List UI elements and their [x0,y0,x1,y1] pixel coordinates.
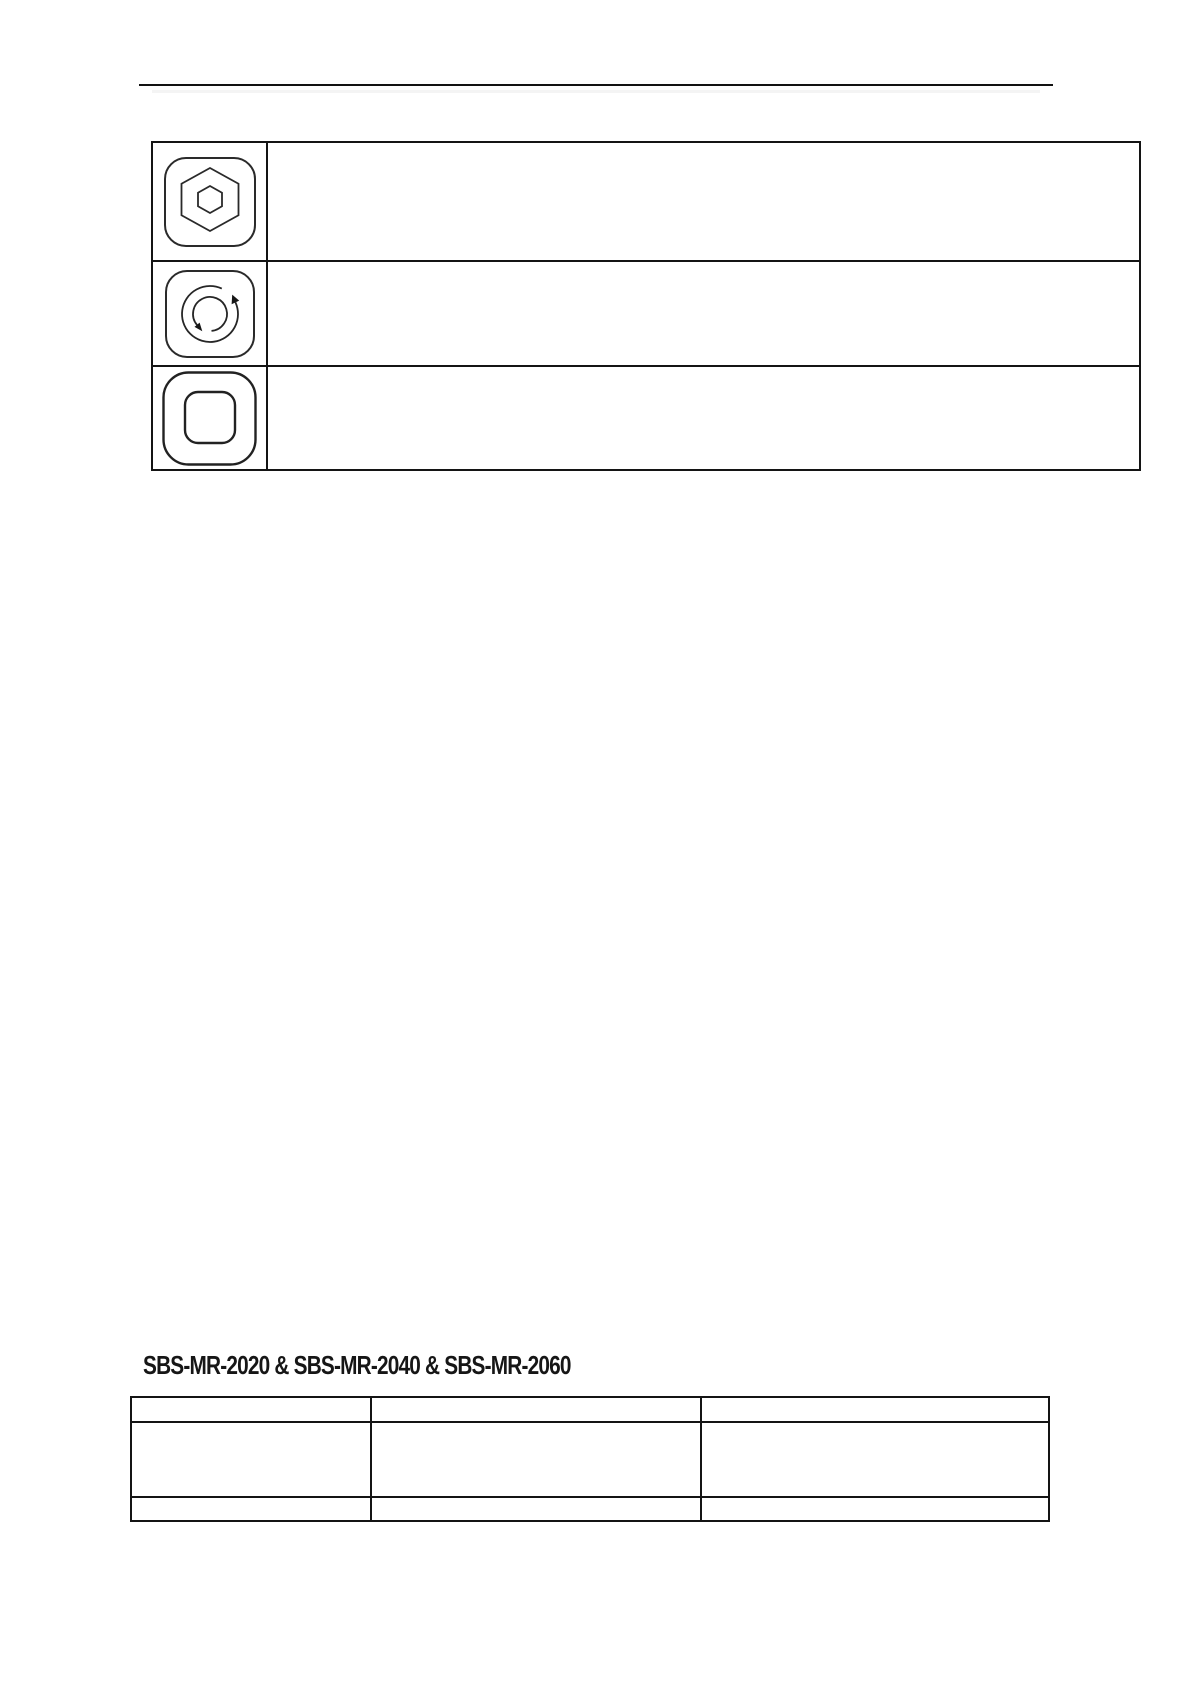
spec-table [130,1396,1050,1522]
spec-table-row [132,1498,1048,1520]
symbol-icon-cell [153,367,268,469]
symbol-description-cell [268,262,1139,365]
spec-header-row [132,1398,1048,1423]
symbol-icon-cell [153,262,268,365]
symbol-description-cell [268,143,1139,260]
spec-cell [372,1423,702,1496]
header-rule-shadow [152,90,1040,93]
symbol-description-cell [268,367,1139,469]
rounded-square-outline-icon [162,371,257,466]
header-rule [139,84,1053,86]
model-heading: SBS-MR-2020 & SBS-MR-2040 & SBS-MR-2060 [143,1350,571,1380]
spec-cell [702,1423,1048,1496]
spec-cell [132,1498,372,1520]
symbol-table-row [153,143,1139,262]
spec-header-cell [702,1398,1048,1421]
spec-header-cell [372,1398,702,1421]
symbol-table [151,141,1141,471]
spec-cell [702,1498,1048,1520]
spec-header-cell [132,1398,372,1421]
symbol-table-row [153,262,1139,367]
hexagon-in-rounded-square-icon [164,157,256,247]
spec-cell [132,1423,372,1496]
symbol-icon-cell [153,143,268,260]
symbol-table-row [153,367,1139,469]
spec-cell [372,1498,702,1520]
circular-rotation-arrows-icon [165,270,255,358]
spec-table-row [132,1423,1048,1498]
